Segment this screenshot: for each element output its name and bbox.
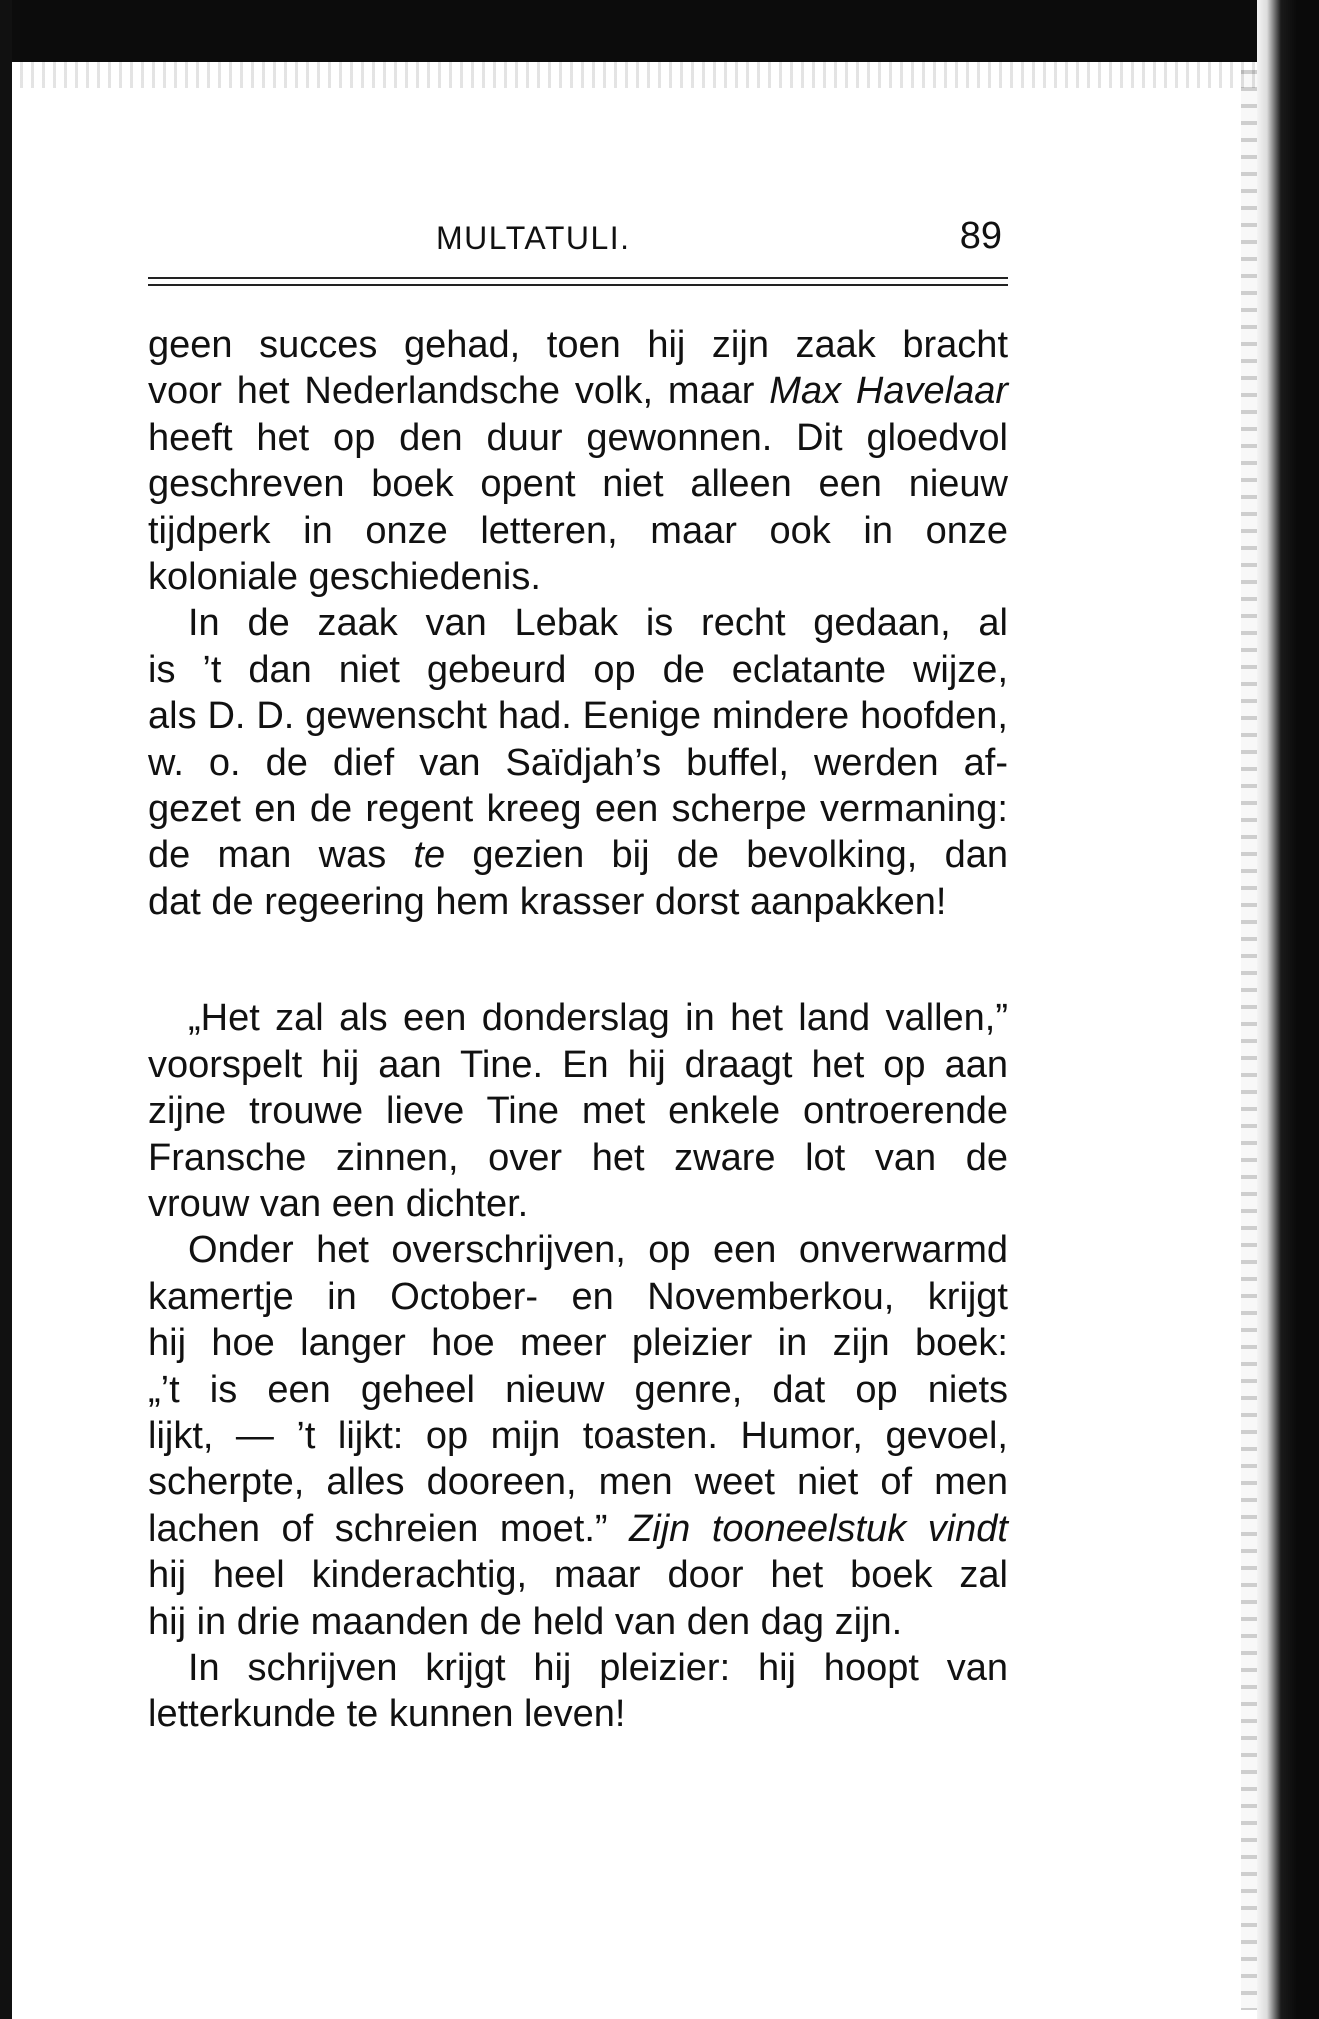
scan-right-border bbox=[1257, 0, 1319, 2019]
text-line: hij heel kinderachtig, maar door het boek zal bbox=[148, 1554, 1008, 1597]
text-line bbox=[148, 368, 1008, 414]
scan-top-speckle bbox=[20, 60, 1260, 88]
italic-phrase: Zijn tooneelstuk vindt bbox=[629, 1507, 1008, 1550]
text-run: gezien bij de bevolking, dan bbox=[445, 834, 1008, 877]
text-line: geschreven boek opent niet alleen een nieuw bbox=[148, 463, 1008, 506]
text-line: is ’t dan niet gebeurd op de eclatante wijze, bbox=[148, 648, 1008, 691]
italic-word: te bbox=[413, 834, 446, 877]
text-line: w. o. de dief van Saïdjah’s buffel, werden af- bbox=[148, 741, 1008, 784]
scan-top-border bbox=[0, 0, 1319, 62]
text-run: lachen of schreien moet.” bbox=[148, 1507, 630, 1550]
paragraph-2 bbox=[148, 600, 1008, 925]
text-line: Fransche zinnen, over het zware lot van de bbox=[148, 1136, 1008, 1179]
text-line: geen succes gehad, toen hij zijn zaak bracht bbox=[148, 324, 1008, 366]
text-line: In de zaak van Lebak is recht gedaan, al bbox=[188, 602, 1008, 645]
text-line: kamertje in October- en Novemberkou, krijgt bbox=[148, 1275, 1008, 1318]
paragraph-5 bbox=[148, 1645, 1008, 1738]
text-line: vrouw van een dichter. bbox=[148, 1182, 529, 1225]
scan-left-border bbox=[0, 0, 12, 2019]
text-line: scherpte, alles dooreen, men weet niet of men bbox=[148, 1461, 1008, 1504]
text-line: Onder het overschrijven, op een onverwarmd bbox=[188, 1229, 1008, 1272]
text-line: „Het zal als een donderslag in het land vallen,” bbox=[188, 997, 1008, 1040]
page-number: 89 bbox=[959, 215, 1002, 257]
text-line: voorspelt hij aan Tine. En hij draagt het op aan bbox=[148, 1043, 1008, 1086]
text-run: de man was bbox=[148, 834, 414, 877]
text-line: hij in drie maanden de held van den dag zijn. bbox=[148, 1600, 903, 1643]
text-line bbox=[148, 1506, 1008, 1552]
text-line: hij hoe langer hoe meer pleizier in zijn boek: bbox=[148, 1322, 1008, 1365]
text-line bbox=[148, 832, 1008, 878]
body-text bbox=[148, 322, 1008, 1738]
text-line: heeft het op den duur gewonnen. Dit gloedvol bbox=[148, 416, 1008, 459]
header-rule-bottom bbox=[148, 284, 1008, 286]
text-line: „’t is een geheel nieuw genre, dat op niets bbox=[148, 1368, 1008, 1411]
text-line: In schrijven krijgt hij pleizier: hij hoopt van bbox=[188, 1646, 1008, 1689]
book-title-italic: Max Havelaar bbox=[769, 370, 1009, 413]
paragraph-1 bbox=[148, 322, 1008, 600]
text-line: dat de regeering hem krasser dorst aanpakken! bbox=[148, 880, 947, 923]
text-line: lijkt, — ’t lijkt: op mijn toasten. Humor, gevoel, bbox=[148, 1414, 1008, 1457]
header-rule-top bbox=[148, 277, 1008, 279]
text-line: gezet en de regent kreeg een scherpe vermaning: bbox=[148, 788, 1008, 831]
section-gap bbox=[148, 925, 1008, 995]
running-head bbox=[148, 210, 1008, 266]
text-run: voor het Nederlandsche volk, maar bbox=[148, 370, 770, 413]
text-line: letterkunde te kunnen leven! bbox=[148, 1693, 626, 1736]
text-line: als D. D. gewenscht had. Eenige mindere hoofden, bbox=[148, 695, 1008, 738]
text-line: tijdperk in onze letteren, maar ook in onze bbox=[148, 509, 1008, 552]
running-title: MULTATULI. bbox=[436, 220, 631, 256]
paragraph-4 bbox=[148, 1227, 1008, 1645]
text-line: zijne trouwe lieve Tine met enkele ontroerende bbox=[148, 1090, 1008, 1133]
paragraph-3 bbox=[148, 995, 1008, 1227]
text-line: koloniale geschiedenis. bbox=[148, 556, 541, 599]
book-page bbox=[148, 210, 1009, 1736]
